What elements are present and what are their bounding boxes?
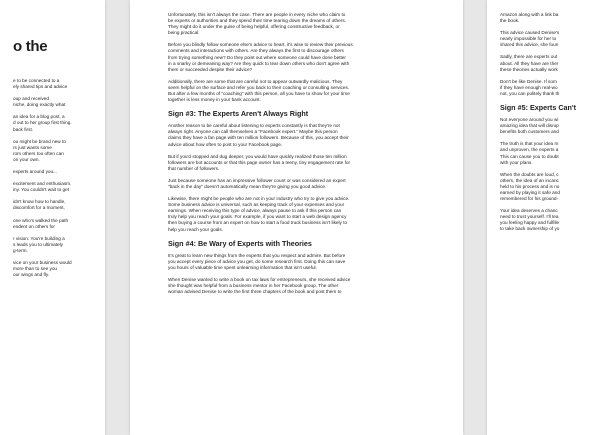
paragraph: e to be connected to a ely shared tips and advice bbox=[13, 78, 68, 90]
document-page-middle bbox=[130, 0, 463, 435]
chapter-title: o the bbox=[13, 38, 48, 55]
paragraph: vice on your business would more than to see you our wings and fly. bbox=[13, 259, 72, 278]
paragraph: Amazon along with a link ba the book. bbox=[500, 12, 559, 24]
document-page-right bbox=[487, 0, 592, 435]
section-heading: Sign #3: The Experts Aren't Always Right bbox=[168, 109, 309, 119]
paragraph: Additionally, there are some that are careful not to appear outwardly malicious. They seem helpful on the surface and refer you back to their coaching or consulting services. But after a few months of "coaching" with this person, all you have to show for your time together is less money in your bank account. bbox=[168, 78, 350, 103]
document-page-left bbox=[0, 0, 105, 435]
paragraph: idn't know how to handle, discomfort for a moment, bbox=[13, 199, 66, 211]
paragraph: But if you'd stopped and dug deeper, you would have quickly realized those ten million followers are bot accounts or that this page owner has a teeny, tiny engagement rate for that number of followers. bbox=[168, 153, 351, 171]
paragraph: The truth is that your idea m and unproven, the experts a This can cause you to doubt with your plans. bbox=[500, 141, 559, 165]
page-content-right bbox=[500, 0, 592, 239]
paragraph: one who's walked the path endent on others for bbox=[13, 217, 69, 229]
paragraph: This advice caused Denise's nearly impossible for her to shared this advice, she foun bbox=[500, 30, 560, 48]
paragraph: Just because someone has an impressive follower count or was considered an expert "back in the day" doesn't automatically mean they're giving you good advice. bbox=[168, 177, 346, 189]
paragraph: Not everyone around you wi amazing idea that will disrup benefits both customers and bbox=[500, 117, 559, 135]
paragraph: Before you blindly follow someone else's advice to heart, it's wise to review their previous comments and interactions with others. Are they always the first to discourage others from trying something new? Do they point out where someone could have done better in a snarky or demeaning way? Are they quick to tear down others who don't agree with them or succeeded despite their advice? bbox=[168, 42, 353, 72]
paragraph: r vision. You're building a s leads you to ultimately g-term. bbox=[13, 235, 65, 253]
paragraph: excitement and enthusiasm. iny. You couldn't wait to get bbox=[13, 181, 72, 193]
paragraph: experts around you... bbox=[13, 169, 58, 175]
page-content-middle bbox=[168, 0, 430, 301]
paragraph: Your idea deserves a chanc need to trust yourself. I'll tea you feeling happy and fulfille to take back ownership of yo bbox=[500, 208, 560, 232]
paragraph: When Denise wanted to write a book on tax laws for entrepreneurs, she received advice she thought was helpful from a business mentor in her Facebook group. The other woman advised Denise to write the first three chapters of the book and post them to bbox=[168, 276, 351, 295]
paragraph: Don't be like Denise. If som if they have enough real-wo not, you can politely thank th bbox=[500, 78, 560, 96]
paragraph: an idea for a blog post, a d out to her group first thing. back first. bbox=[13, 114, 72, 132]
paragraph-list-left bbox=[13, 78, 105, 278]
paragraph: When the doubts are loud, c others, the idea of an incanc held to his process and is no earned by playing it safe and remembered for his ground- bbox=[500, 171, 560, 202]
section-heading: Sign #4: Be Wary of Experts with Theories bbox=[168, 238, 312, 248]
paragraph: Another reason to be careful about listening to experts constantly is that they're not always right. Anyone can call themselves a "Facebook expert." Maybe this person claims they have a fan page with ten million followers. Because of this, you accept their advice about how often to post to your Facebook page. bbox=[168, 123, 349, 147]
section-heading: Sign #5: Experts Can't bbox=[500, 103, 576, 113]
paragraph: Likewise, there might be people who are not in your industry who try to give you advice. Some business advice is universal, such as keeping track of your expenses and your earnings. When receiving this type of advice, always pause to ask if this person can truly help you reach your goals. For example, if you want to start a web design agency then buying a course from an expert on how to start a food truck business isn't likely to help you reach your goals. bbox=[168, 196, 350, 232]
paragraph: Sadly, there are experts out about. All they have are ther these theories actually work bbox=[500, 54, 559, 72]
paragraph: ou might be brand new to rs just wants some rom others too often can on your own. bbox=[13, 138, 66, 162]
paragraph: oup and received niche, doing exactly what bbox=[13, 96, 66, 108]
paragraph: Unfortunately, this isn't always the case. There are people in every niche who claim to be experts or authorities and they spend their time tearing down the dreams of others. They might do it under the guise of being helpful, offering constructive feedback, or being practical. bbox=[168, 12, 346, 36]
page-content-left bbox=[13, 0, 105, 284]
paragraph: It's great to learn new things from the experts that you respect and admire. But before you accept every piece of advice you get, do some research first. Doing this can save you hours of valuable time spent unlearning information that isn't useful. bbox=[168, 252, 346, 270]
